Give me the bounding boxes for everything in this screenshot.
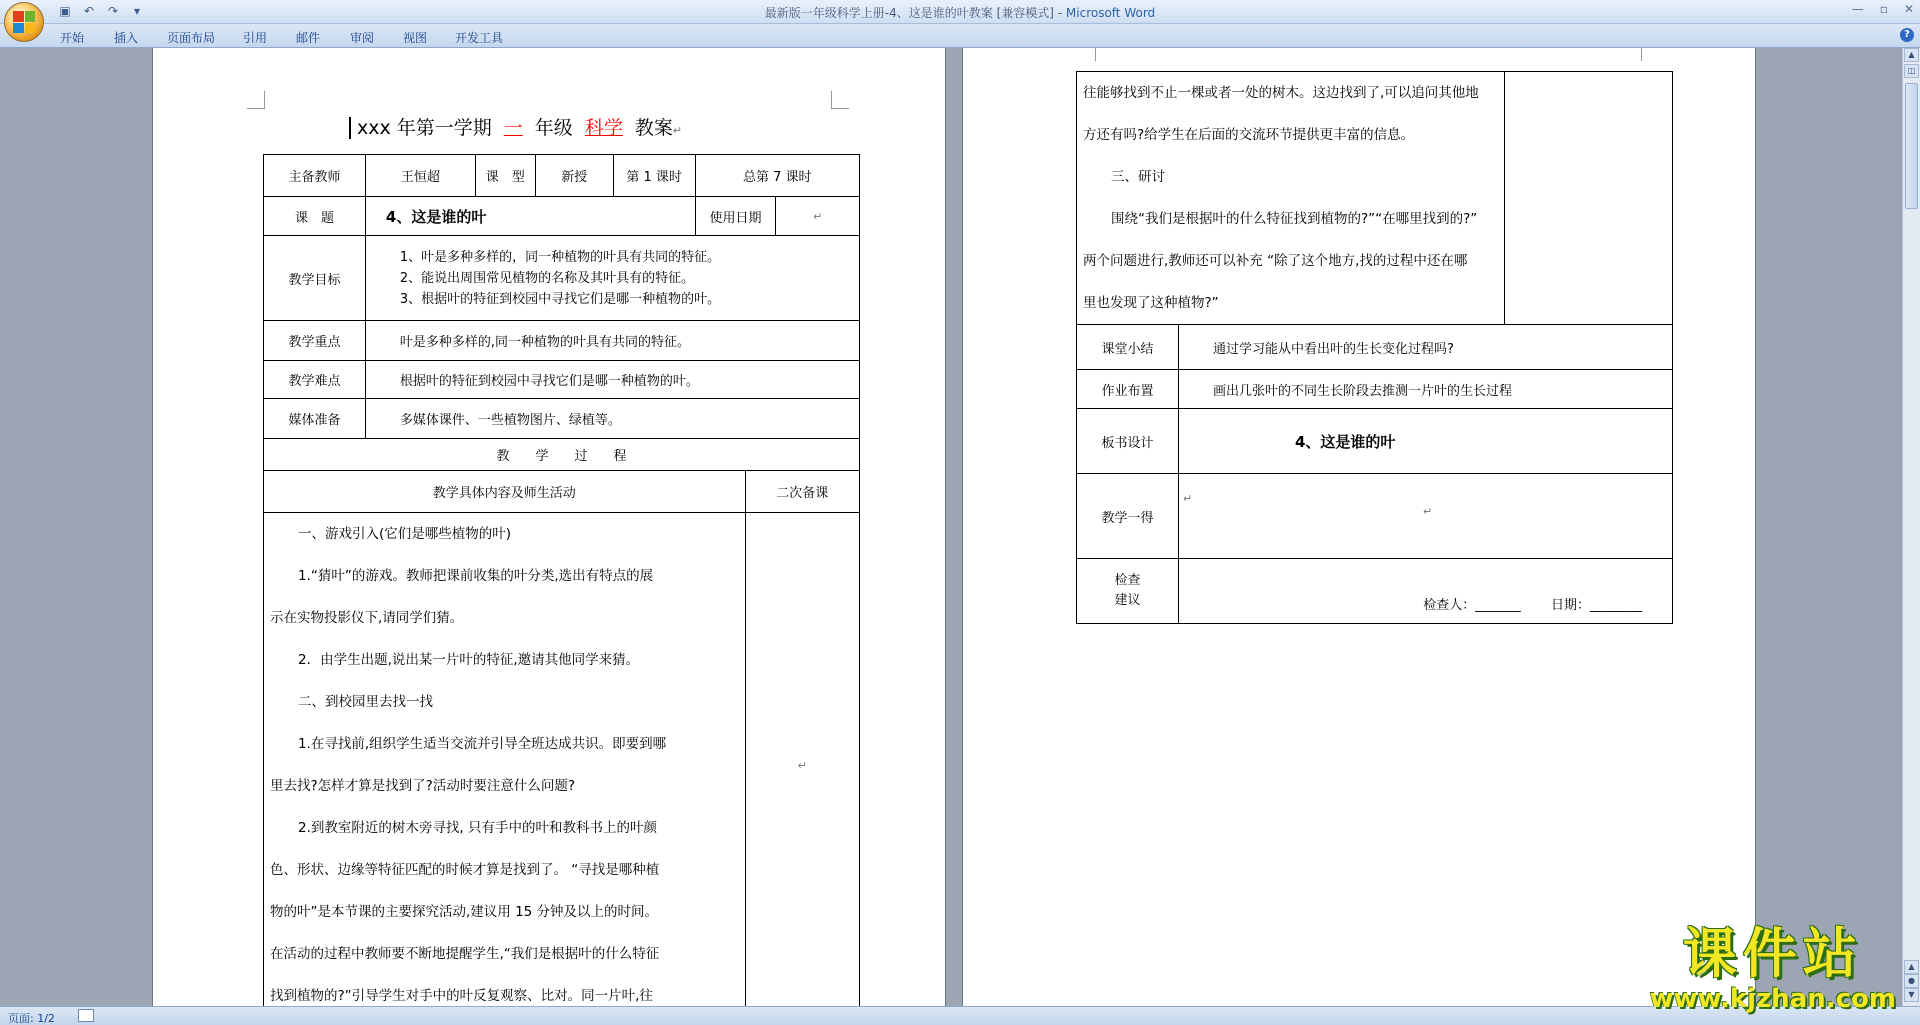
redo-icon[interactable]: ↷	[107, 4, 119, 18]
process-line: 三、研讨	[1111, 169, 1165, 185]
process-line: 一、游戏引入(它们是哪些植物的叶)	[298, 526, 512, 542]
process-line: 2.到教室附近的树木旁寻找, 只有手中的叶和教科书上的叶颜	[298, 820, 657, 836]
page-corner-mark	[1078, 48, 1096, 61]
process-line: 示在实物投影仪下,请同学们猜。	[270, 610, 464, 626]
vertical-scrollbar[interactable]	[1902, 48, 1920, 1006]
topic-label: 课 题	[264, 197, 366, 236]
process-line: 往能够找到不止一棵或者一处的树木。这边找到了,可以追问其他地	[1083, 85, 1479, 101]
office-logo-icon	[13, 11, 35, 33]
goal-item: 3、根据叶的特征到校园中寻找它们是哪一种植物的叶。	[399, 291, 721, 307]
process-line: 二、到校园里去找一找	[298, 694, 433, 710]
process-line: 两个问题进行,教师还可以补充 “除了这个地方,找的过程中还在哪	[1083, 253, 1468, 269]
secondary-prep-cell[interactable]: ↵	[745, 513, 860, 1007]
lesson-continued-table	[1076, 71, 1673, 624]
office-button[interactable]	[4, 2, 44, 42]
status-bar	[0, 1006, 1920, 1025]
process-line: 围绕“我们是根据叶的什么特征找到植物的?”“在哪里找到的?”	[1111, 211, 1478, 227]
title-bar	[0, 0, 1920, 24]
key-label: 教学重点	[264, 321, 366, 361]
difficulty-label: 教学难点	[264, 361, 366, 399]
topic-value: 4、这是谁的叶	[365, 197, 695, 236]
check-date-field: 日期：________	[1550, 598, 1642, 613]
process-line: 在活动的过程中教师要不断地提醒学生,“我们是根据叶的什么特征	[270, 946, 660, 962]
watermark-url: www.kjzhan.com	[1649, 984, 1896, 1014]
secondary-prep-header: 二次备课	[745, 471, 860, 513]
process-content-continued	[1077, 72, 1505, 325]
media-label: 媒体准备	[264, 399, 366, 439]
save-icon[interactable]: ▣	[59, 4, 71, 18]
previous-page-icon[interactable]: ▲	[1904, 960, 1919, 974]
process-line: 找到植物的?”引导学生对手中的叶反复观察、比对。同一片叶,往	[270, 988, 653, 1004]
document-workspace	[0, 48, 1902, 1006]
goals-label: 教学目标	[264, 236, 366, 321]
goals-list	[365, 236, 859, 321]
minimize-icon[interactable]: —	[1851, 2, 1864, 16]
browse-object-icon[interactable]: ●	[1904, 974, 1919, 988]
homework-label: 作业布置	[1077, 370, 1179, 409]
reflection-value[interactable]: ↵ ↵	[1178, 474, 1672, 559]
customize-toolbar-icon[interactable]: ▾	[133, 4, 141, 18]
help-icon[interactable]: ?	[1900, 28, 1914, 42]
ruler-toggle-icon[interactable]: ◫	[1904, 64, 1919, 78]
page-corner-mark	[831, 91, 849, 109]
process-content	[264, 513, 746, 1007]
process-line: 方还有吗?给学生在后面的交流环节提供更丰富的信息。	[1083, 127, 1415, 143]
goal-item: 1、叶是多种多样的，同一种植物的叶具有共同的特征。	[399, 249, 721, 265]
check-value[interactable]	[1178, 559, 1672, 624]
check-label: 检查 建议	[1077, 559, 1179, 624]
period-value: 第 1 课时	[613, 155, 695, 197]
maximize-icon[interactable]: ▫	[1879, 2, 1888, 16]
homework-value: 画出几张叶的不同生长阶段去推测一片叶的生长过程	[1178, 370, 1672, 409]
type-value: 新授	[535, 155, 613, 197]
teacher-label: 主备教师	[264, 155, 366, 197]
tab-home[interactable]: 开始	[60, 31, 85, 45]
date-value[interactable]: ↵	[776, 197, 860, 236]
tab-page-layout[interactable]: 页面布局	[167, 31, 216, 45]
tab-developer[interactable]: 开发工具	[455, 31, 504, 45]
tab-view[interactable]: 视图	[403, 31, 428, 45]
page-1	[152, 48, 946, 1006]
page-2	[962, 48, 1756, 1006]
process-header: 教 学 过 程	[264, 439, 860, 471]
tab-references[interactable]: 引用	[243, 31, 268, 45]
next-page-icon[interactable]: ▼	[1904, 988, 1919, 1002]
page-heading: xxx 年第一学期 一 年级 科学 教案↵	[349, 113, 682, 140]
scroll-up-icon[interactable]: ▲	[1904, 48, 1919, 62]
process-line: 里去找?怎样才算是找到了?活动时要注意什么问题?	[270, 778, 575, 794]
checker-field: 检查人：_______	[1423, 598, 1521, 613]
window-title: 最新版一年级科学上册-4、这是谁的叶教案 [兼容模式] - Microsoft Word	[764, 6, 1156, 20]
process-line: 色、形状、边缘等特征匹配的时候才算是找到了。 “寻找是哪种植	[270, 862, 660, 878]
watermark-title: 课件站	[1682, 922, 1863, 985]
content-header: 教学具体内容及师生活动	[264, 471, 746, 513]
difficulty-value: 根据叶的特征到校园中寻找它们是哪一种植物的叶。	[365, 361, 859, 399]
process-line: 2．由学生出题,说出某一片叶的特征,邀请其他同学来猜。	[298, 652, 640, 668]
window-controls	[1852, 2, 1914, 16]
summary-value: 通过学习能从中看出叶的生长变化过程吗?	[1178, 325, 1672, 370]
proofing-icon[interactable]	[78, 1009, 94, 1022]
goal-item: 2、能说出周围常见植物的名称及其叶具有的特征。	[399, 270, 695, 286]
type-label: 课 型	[475, 155, 535, 197]
process-line: 1.“猜叶”的游戏。教师把课前收集的叶分类,选出有特点的展	[298, 568, 654, 584]
reflection-label: 教学一得	[1077, 474, 1179, 559]
site-watermark	[1650, 924, 1896, 1014]
undo-icon[interactable]: ↶	[83, 4, 95, 18]
tab-insert[interactable]: 插入	[114, 31, 139, 45]
page-count[interactable]: 页面: 1/2	[8, 1012, 55, 1025]
media-value: 多媒体课件、一些植物图片、绿植等。	[365, 399, 859, 439]
key-value: 叶是多种多样的,同一种植物的叶具有共同的特征。	[365, 321, 859, 361]
lesson-info-table	[263, 154, 860, 1006]
scrollbar-thumb[interactable]	[1905, 83, 1918, 209]
secondary-prep-cell[interactable]	[1504, 72, 1672, 325]
tab-review[interactable]: 审阅	[350, 31, 375, 45]
page-corner-mark	[1641, 48, 1659, 61]
date-label: 使用日期	[695, 197, 776, 236]
summary-label: 课堂小结	[1077, 325, 1179, 370]
close-icon[interactable]: ✕	[1903, 2, 1914, 16]
teacher-value: 王恒超	[365, 155, 475, 197]
total-period-value: 总第 7 课时	[695, 155, 859, 197]
process-line: 物的叶”是本节课的主要探究活动,建议用 15 分钟及以上的时间。	[270, 904, 659, 920]
tab-mailings[interactable]: 邮件	[296, 31, 321, 45]
board-label: 板书设计	[1077, 409, 1179, 474]
page-corner-mark	[247, 91, 265, 109]
process-line: 里也发现了这种植物?”	[1083, 295, 1219, 311]
process-line: 1.在寻找前,组织学生适当交流并引导全班达成共识。即要到哪	[298, 736, 667, 752]
ribbon-tabs	[0, 24, 1920, 48]
board-value: 4、这是谁的叶	[1178, 409, 1672, 474]
